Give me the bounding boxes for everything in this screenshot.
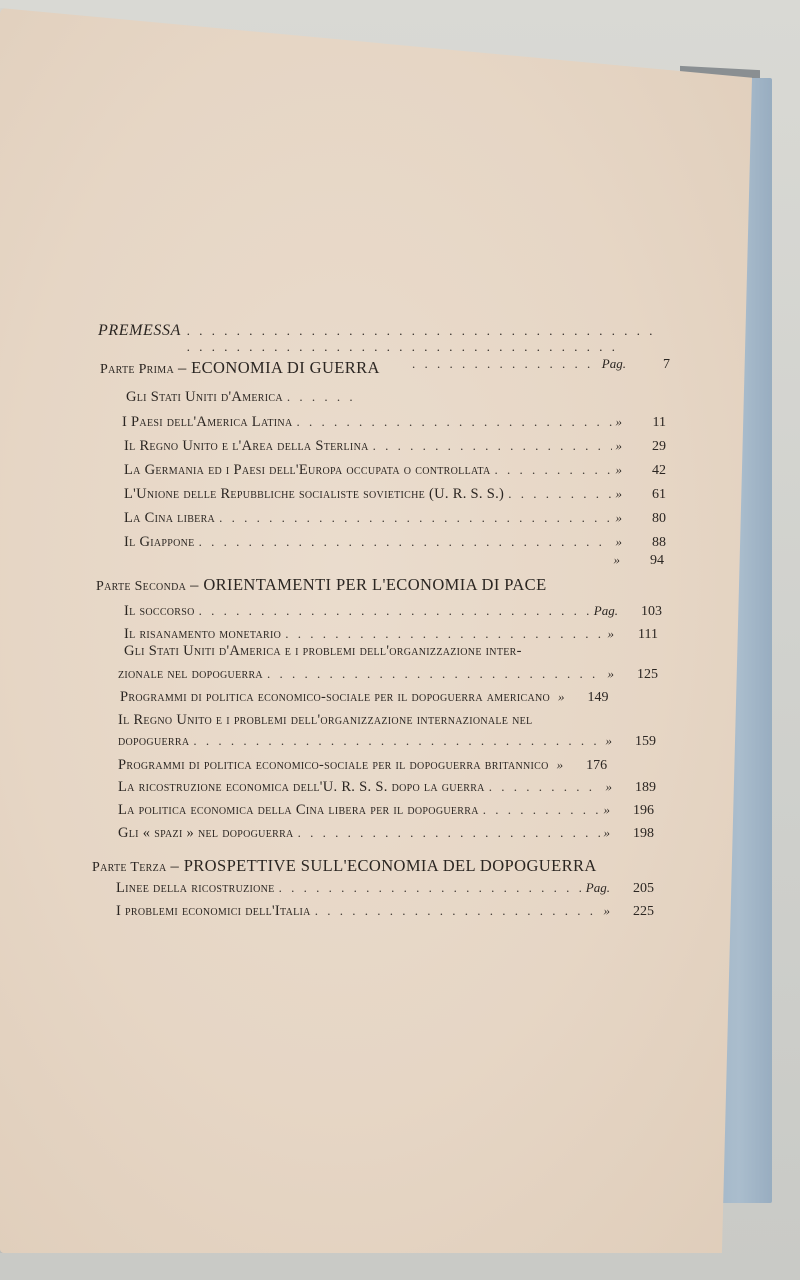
toc-entry: Il risanamento monetario . . . » 111	[124, 626, 658, 643]
toc-entry: I problemi economici dell'Italia . . . » 225	[116, 903, 654, 920]
toc-entry: zionale nel dopoguerra . . . » 125	[118, 666, 658, 683]
toc-entry: La Cina libera . . . » 80	[124, 510, 666, 527]
toc-entry: La ricostruzione economica dell'U. R. S. S. dopo la guerra . . . » 189	[118, 779, 656, 796]
toc-entry: Gli « spazi » nel dopoguerra . . . » 198	[118, 825, 654, 842]
part-1-leader: . . . Pag. 7	[408, 356, 670, 373]
part-heading-1: Parte Prima – ECONOMIA DI GUERRA	[100, 358, 380, 377]
toc-entry: Il Giappone . . . » 88	[124, 534, 666, 551]
toc-entry: Gli Stati Uniti d'America . . .	[126, 389, 366, 406]
toc-entry: dopoguerra . . . » 159	[118, 733, 656, 750]
toc-entry: » 94	[613, 552, 664, 568]
toc-entry: I Paesi dell'America Latina . . . » 11	[122, 414, 666, 431]
toc-entry: La Germania ed i Paesi dell'Europa occupata o controllata . . . » 42	[124, 462, 666, 479]
toc-entry-first-line: Gli Stati Uniti d'America e i problemi dell'organizzazione inter-	[124, 643, 522, 659]
toc-entry: La politica economica della Cina libera per il dopoguerra . . . » 196	[118, 802, 654, 819]
toc-entry: Il soccorso . . . Pag. 103	[124, 603, 662, 620]
toc-premessa: PREMESSA . . .	[98, 322, 658, 355]
toc-entry: Programmi di politica economico-sociale per il dopoguerra britannico » 176	[118, 757, 608, 773]
toc-entry: Il Regno Unito e l'Area della Sterlina . . . » 29	[124, 438, 666, 455]
toc-entry-first-line: Il Regno Unito e i problemi dell'organizzazione internazionale nel	[118, 712, 533, 728]
toc-entry: L'Unione delle Repubbliche socialiste sovietiche (U. R. S. S.) . . . » 61	[124, 486, 666, 503]
toc-entry: Programmi di politica economico-sociale per il dopoguerra americano » 149	[120, 689, 609, 705]
toc-entry: Linee della ricostruzione . . . Pag. 205	[116, 880, 654, 897]
part-heading-2: Parte Seconda – ORIENTAMENTI PER L'ECONOMIA DI PACE	[96, 575, 547, 594]
part-heading-3: Parte Terza – PROSPETTIVE SULL'ECONOMIA DEL DOPOGUERRA	[92, 856, 597, 875]
